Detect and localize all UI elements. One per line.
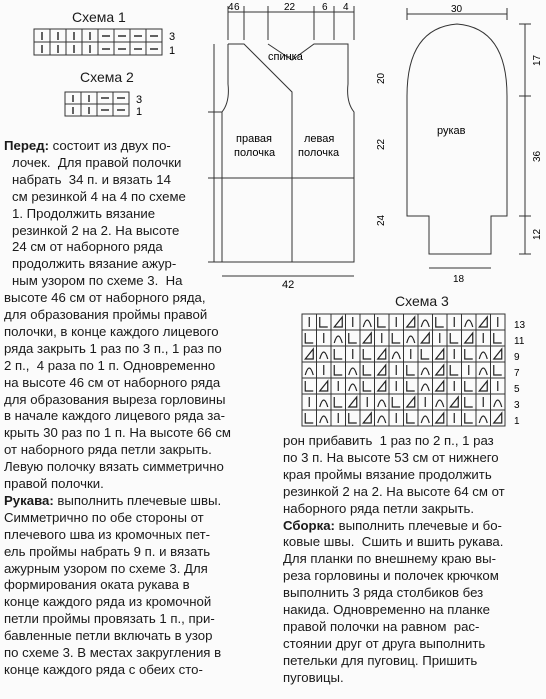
schema3-row-label: 1 [514,416,520,427]
text-line: по 3 п. На высоте 53 см от нижнего [283,449,499,465]
text-line: бавленные петли включать в узор [4,628,213,644]
text-line: Перед: состоит из двух по- [4,138,171,153]
schema3-row-label: 13 [514,320,526,331]
text-line: пуговицы. [283,669,344,685]
text-line: ным узором по схеме 3. На [12,273,183,289]
schema1-row-label: 3 [169,31,176,43]
text-line: плечевого шва из кромочных пет- [4,526,211,542]
text-line: петельки для пуговиц. Пришить [283,652,478,668]
vest-dim-left: 20 [376,72,387,84]
schema3-row-label: 7 [514,368,520,379]
vest-dim-top: 6 [234,2,240,13]
schema2-row-label: 1 [136,106,143,118]
text-line: выполнить 3 ряда столбиков без [283,585,484,601]
text-line: реза горловины и полочек крючком [283,568,499,584]
text-line: лочек. Для правой полочки [12,154,182,170]
vest-dim-left: 22 [376,138,387,150]
sleeve-dim-bottom: 18 [453,274,465,285]
text-line: крыть 30 раз по 1 п. На высоте 66 см [4,425,232,441]
text-line: резинкой 2 на 2. На высоте [12,222,180,238]
text-line: правой полочки на равном рас- [283,618,480,634]
text-line: полочки, в конце каждого лицевого [4,323,219,339]
sleeve-dim-right: 36 [532,150,543,162]
text-line: Левую полочку вязать симметрично [4,459,224,475]
vest-dim-left: 24 [376,214,387,226]
text-line: резинкой 2 на 2. На высоте 64 см от [283,483,505,499]
text-line: Симметрично по обе стороны от [4,509,204,525]
text-line: края проймы вязание продолжить [283,466,492,482]
text-line: 1. Продолжить вязание [12,205,156,221]
text-line: набрать 34 п. и вязать 14 [12,171,171,187]
vest-dim-top: 22 [284,2,296,13]
vest-label-right: правая [236,133,272,145]
text-line: в начале каждого лицевого ряда за- [4,408,225,424]
text-line: высоте 46 см от наборного ряда, [4,290,206,306]
text-line: продолжить вязание ажур- [12,256,177,272]
text-line: для образования выреза горловины [4,391,226,407]
schema2-row-label: 3 [136,94,143,106]
sleeve-dim-top: 30 [451,4,463,15]
vest-label-left: левая [304,133,335,145]
text-line: Для планки по внешнему краю вы- [283,551,496,567]
text-line: стоянии друг от друга выполнить [283,635,486,651]
schema3-row-label: 3 [514,400,520,411]
text-line: петли проймы провязать 1 п., при- [4,611,215,627]
vest-dim-top: 6 [322,2,328,13]
schema3-title: Схема 3 [395,293,449,309]
sleeve-dim-right: 17 [532,54,543,66]
schema3-row-label: 11 [514,336,525,347]
text-line: рон прибавить 1 раз по 2 п., 1 раз [283,433,494,448]
schema3-row-label: 5 [514,384,520,395]
sleeve-label: рукав [437,125,466,137]
schema3-chart [300,312,540,430]
text-line: 24 см от наборного ряда [12,239,163,255]
text-line: от наборного ряда петли закрыть. [4,442,212,458]
text-line: Рукава: выполнить плечевые швы. [4,492,222,508]
text-line: наборного ряда петли закрыть. [283,500,475,516]
schema1-chart [32,27,192,61]
vest-label-right: полочка [234,147,276,159]
schema1-row-label: 1 [169,45,176,57]
text-line: правой полочки. [4,476,104,491]
vest-label-left: полочка [298,147,340,159]
text-line: см резинкой 4 на 4 по схеме [12,188,186,204]
vest-dim-top: 4 [343,2,349,13]
schema2-chart [63,90,163,120]
schema2-title: Схема 2 [80,69,134,85]
vest-dim-bottom: 42 [282,279,295,291]
text-line: ряда закрыть 1 раз по 3 п., 1 раз по [4,340,222,356]
vest-diagram [200,0,387,291]
text-line: накида. Одновременно на планке [283,602,491,617]
text-line: Сборка: выполнить плечевые и бо- [283,517,502,533]
schema3-row-label: 9 [514,352,520,363]
text-line: конце каждого ряда из кромочной [4,594,212,610]
text-line: конце каждого ряда с обеих сто- [4,661,203,677]
text-line: ель проймы набрать 9 п. и вязать [4,543,211,559]
vest-label-back: спинка [268,51,303,63]
text-line: на высоте 46 см от наборного ряда [4,374,221,390]
vest-dim-top: 4 [228,2,234,13]
text-line: формирования оката рукава в [4,577,190,593]
text-line: ковые швы. Сшить и вшить рукава. [283,534,504,550]
sleeve-dim-right: 12 [532,228,543,240]
sleeve-diagram [395,0,545,290]
text-line: 2 п., 4 раза по 1 п. Одновременно [4,357,216,373]
text-line: ажурным узором по схеме 3. Для [4,560,208,576]
text-line: по схеме 3. В местах закругления в [4,645,222,660]
text-line: для образования проймы правой [4,307,208,322]
schema1-title: Схема 1 [72,9,126,25]
